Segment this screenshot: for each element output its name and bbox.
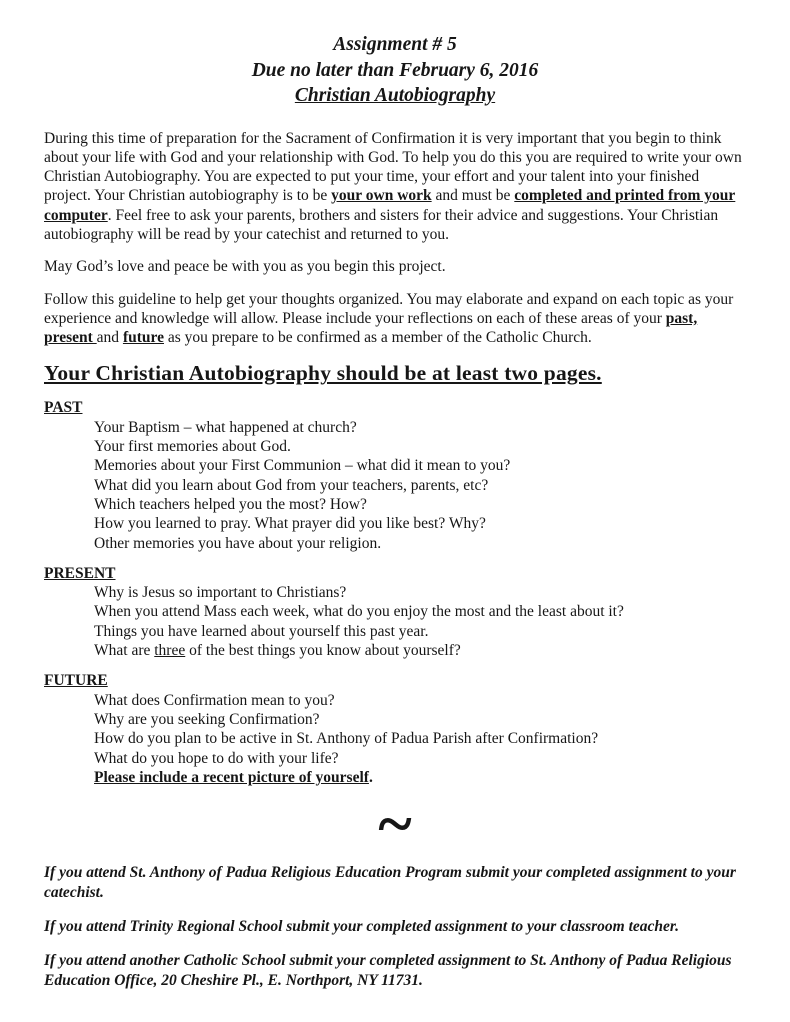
text-segment: . Feel free to ask your parents, brothers and sisters for their advice and suggestions. Your Christian autobiography will be read by your catechist and returned to you. bbox=[44, 206, 719, 243]
submission-paragraph: If you attend Trinity Regional School submit your completed assignment to your classroom teacher. bbox=[44, 918, 679, 936]
list-item: Other memories you have about your religion. bbox=[94, 534, 382, 552]
text-segment: . bbox=[368, 768, 373, 786]
section-item-list-past bbox=[44, 418, 746, 553]
list-item bbox=[94, 768, 746, 787]
section-item-list-future bbox=[44, 691, 746, 787]
list-item bbox=[94, 641, 746, 660]
submission-paragraph: If you attend St. Anthony of Padua Religious Education Program submit your completed assignment to your catechist. bbox=[44, 864, 736, 902]
section-past bbox=[44, 398, 746, 552]
text-segment: your own work bbox=[331, 187, 432, 205]
text-segment: During this time of preparation for the Sacrament of Confirmation it is very important that you begin to think about your life with God and your relationship with God. To help you do this you are required to write your own Christian Autobiography. You are expected to put your time, your effort and your talent into your finished project. Your Christian autobiography is to be bbox=[44, 129, 742, 205]
section-heading-future: FUTURE bbox=[44, 672, 108, 690]
text-segment: Please include a recent picture of yourself bbox=[94, 768, 369, 786]
list-item: How do you plan to be active in St. Anthony of Padua Parish after Confirmation? bbox=[94, 730, 599, 748]
tilde-divider: ~ bbox=[378, 788, 412, 860]
list-item: Why is Jesus so important to Christians? bbox=[94, 584, 347, 602]
section-item-list-present bbox=[44, 583, 746, 660]
submission-instructions bbox=[44, 863, 746, 991]
list-item: Why are you seeking Confirmation? bbox=[94, 710, 320, 728]
section-present bbox=[44, 564, 746, 660]
list-item: When you attend Mass each week, what do you enjoy the most and the least about it? bbox=[94, 603, 624, 621]
section-future bbox=[44, 671, 746, 787]
section-heading-present: PRESENT bbox=[44, 564, 116, 582]
list-item: Your Baptism – what happened at church? bbox=[94, 418, 357, 436]
text-segment: as you prepare to be confirmed as a member of the Catholic Church. bbox=[163, 329, 592, 347]
blessing-paragraph: May God’s love and peace be with you as you begin this project. bbox=[44, 258, 446, 276]
list-item: Memories about your First Communion – what did it mean to you? bbox=[94, 457, 511, 475]
text-segment: and must be bbox=[431, 187, 515, 205]
text-segment: Follow this guideline to help get your thoughts organized. You may elaborate and expand on each topic as your experience and knowledge will allow. Please include your reflections on each of these areas of your bbox=[44, 290, 734, 327]
guideline-paragraph bbox=[44, 290, 746, 348]
text-segment: of the best things you know about yourself? bbox=[185, 642, 461, 660]
section-heading-past: PAST bbox=[44, 399, 83, 417]
list-item: How you learned to pray. What prayer did you like best? Why? bbox=[94, 515, 486, 533]
list-item: Your first memories about God. bbox=[94, 438, 291, 456]
length-requirement-heading: Your Christian Autobiography should be at least two pages. bbox=[44, 361, 602, 386]
submission-paragraph: If you attend another Catholic School submit your completed assignment to St. Anthony of Padua Religious Education Office, 20 Cheshire Pl., E. Northport, NY 11731. bbox=[44, 952, 732, 990]
assignment-title: Assignment # 5 bbox=[333, 34, 457, 55]
list-item: What does Confirmation mean to you? bbox=[94, 691, 335, 709]
due-date-line: Due no later than February 6, 2016 bbox=[251, 59, 539, 81]
list-item: Things you have learned about yourself this past year. bbox=[94, 622, 429, 640]
text-segment: past, bbox=[665, 309, 698, 327]
intro-paragraph bbox=[44, 129, 746, 245]
text-segment: What are bbox=[94, 642, 155, 660]
list-item: What do you hope to do with your life? bbox=[94, 749, 339, 767]
text-segment: and bbox=[96, 329, 123, 347]
text-segment: completed and printed from your computer bbox=[44, 187, 736, 224]
text-segment: future bbox=[122, 329, 164, 347]
document-header bbox=[44, 32, 746, 109]
text-segment: present bbox=[44, 329, 97, 347]
text-segment: three bbox=[154, 642, 186, 660]
list-item: What did you learn about God from your teachers, parents, etc? bbox=[94, 476, 489, 494]
list-item: Which teachers helped you the most? How? bbox=[94, 495, 367, 513]
document-title: Christian Autobiography bbox=[294, 85, 496, 106]
